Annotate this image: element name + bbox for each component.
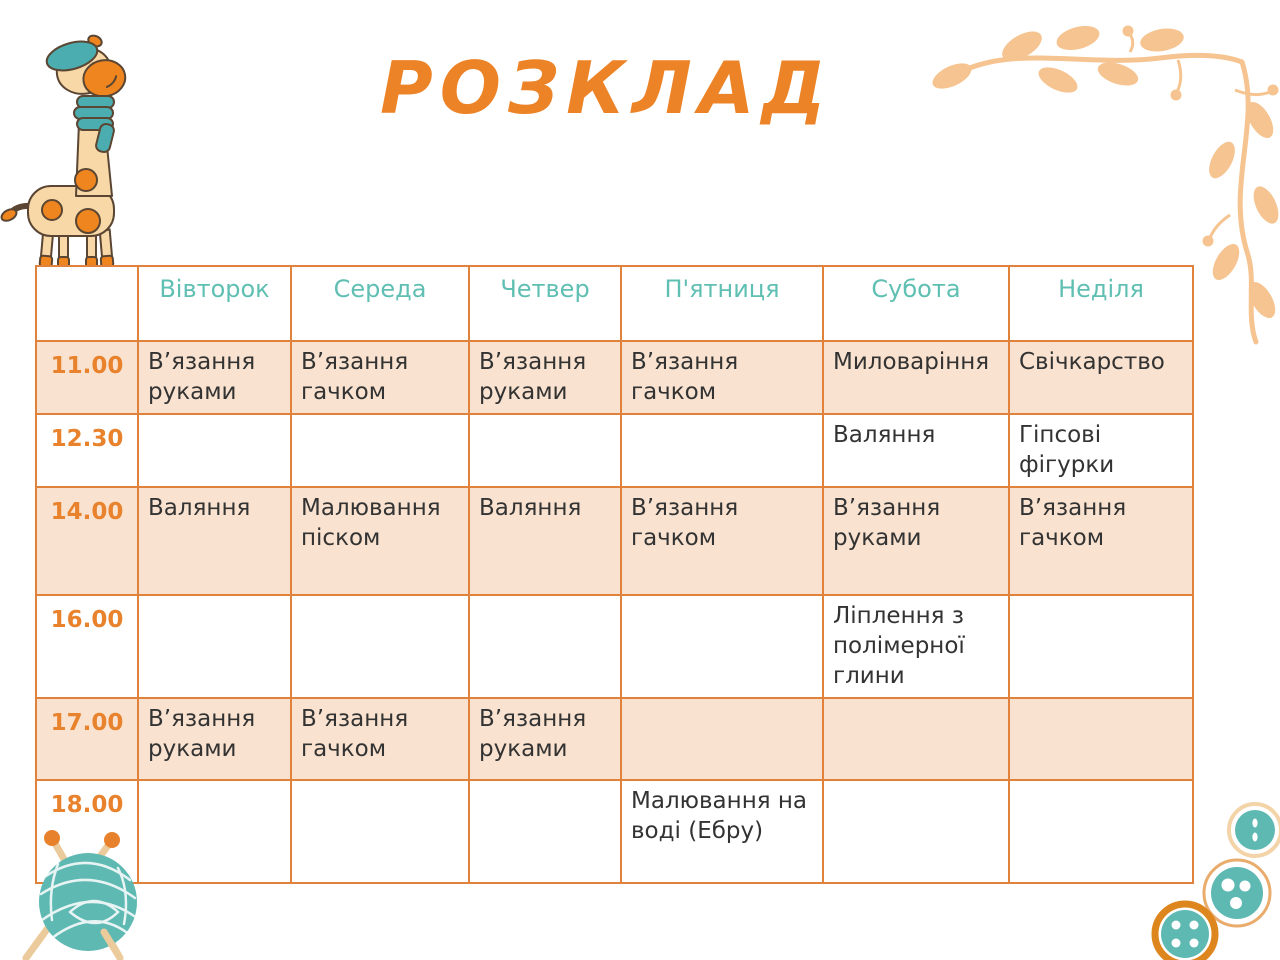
schedule-cell: Валяння — [823, 414, 1009, 487]
schedule-cell — [291, 414, 469, 487]
time-label: 18.00 — [36, 780, 138, 883]
schedule-cell — [138, 780, 291, 883]
schedule-cell — [138, 595, 291, 698]
schedule-cell: В’язання гачком — [621, 341, 823, 414]
schedule-cell: Валяння — [138, 487, 291, 595]
schedule-cell — [469, 780, 621, 883]
schedule-cell — [1009, 698, 1193, 780]
time-label: 12.30 — [36, 414, 138, 487]
table-corner-cell — [36, 266, 138, 341]
schedule-cell — [621, 414, 823, 487]
day-header-friday: П'ятниця — [621, 266, 823, 341]
schedule-cell: В’язання руками — [469, 341, 621, 414]
schedule-cell: В’язання руками — [469, 698, 621, 780]
schedule-cell: Гіпсові фігурки — [1009, 414, 1193, 487]
day-header-sunday: Неділя — [1009, 266, 1193, 341]
schedule-table — [35, 265, 1194, 884]
schedule-cell — [291, 780, 469, 883]
schedule-cell: Валяння — [469, 487, 621, 595]
day-header-thursday: Четвер — [469, 266, 621, 341]
schedule-cell — [469, 414, 621, 487]
schedule-cell — [138, 414, 291, 487]
schedule-cell: Ліплення з полімерної глини — [823, 595, 1009, 698]
schedule-cell: В’язання гачком — [291, 341, 469, 414]
time-label: 11.00 — [36, 341, 138, 414]
schedule-cell — [1009, 595, 1193, 698]
day-header-wednesday: Середа — [291, 266, 469, 341]
schedule-cell — [469, 595, 621, 698]
giraffe-icon — [0, 8, 190, 280]
schedule-cell: В’язання руками — [138, 341, 291, 414]
schedule-cell — [1009, 780, 1193, 883]
day-header-saturday: Субота — [823, 266, 1009, 341]
schedule-cell — [621, 698, 823, 780]
schedule-cell — [823, 698, 1009, 780]
schedule-cell: В’язання руками — [138, 698, 291, 780]
page-title: РОЗКЛАД — [380, 46, 833, 130]
schedule-cell — [823, 780, 1009, 883]
schedule-cell: В’язання гачком — [1009, 487, 1193, 595]
schedule-cell: Свічкарство — [1009, 341, 1193, 414]
schedule-cell — [291, 595, 469, 698]
schedule-cell: В’язання руками — [823, 487, 1009, 595]
schedule-cell: В’язання гачком — [621, 487, 823, 595]
day-header-tuesday: Вівторок — [138, 266, 291, 341]
schedule-cell: В’язання гачком — [291, 698, 469, 780]
time-label: 16.00 — [36, 595, 138, 698]
schedule-cell: Миловаріння — [823, 341, 1009, 414]
schedule-cell: Малювання піском — [291, 487, 469, 595]
time-label: 14.00 — [36, 487, 138, 595]
schedule-cell: Малювання на воді (Ебру) — [621, 780, 823, 883]
schedule-cell — [621, 595, 823, 698]
time-label: 17.00 — [36, 698, 138, 780]
